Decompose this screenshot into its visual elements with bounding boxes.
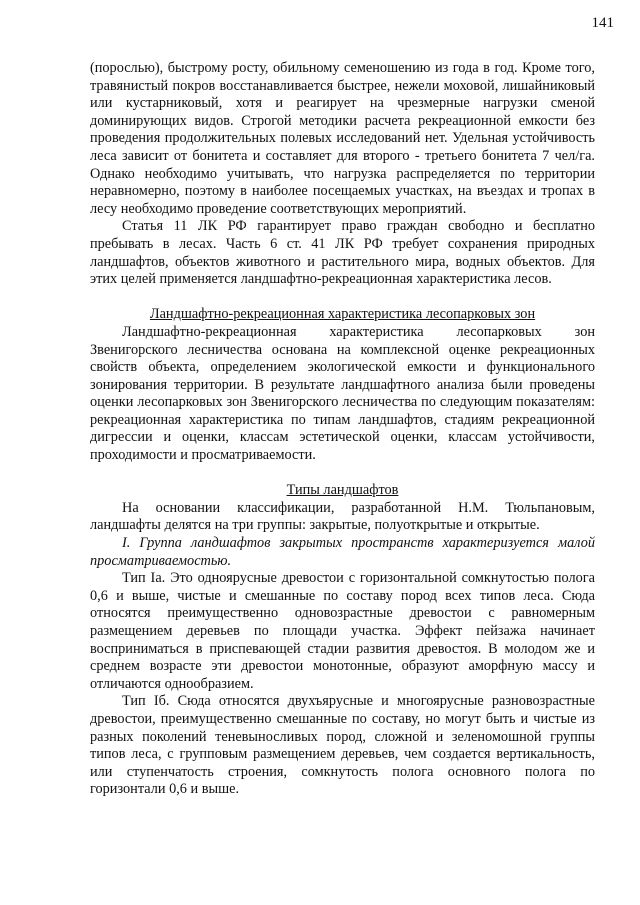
paragraph-type-ia: Тип Iа. Это одноярусные древостои с горизонтальной сомкнутостью полога 0,6 и выше, чистые и смешанные по составу пород всех типов леса. Сюда относятся преимущественно одновозрастные древостои с равномерным размещением деревьев по площади участка. Эффект пейзажа начинает восприниматься в приспевающей стадии развития древостоя. В молодом же и среднем возрасте эти древостои монотонные, образуют аморфную массу и отличаются однообразием. — [90, 570, 595, 692]
page-body — [90, 60, 595, 799]
section-heading-landscape-types: Типы ландшафтов — [286, 482, 399, 499]
section-heading-landscape-recreation: Ландшафтно-рекреационная характеристика лесопарковых зон — [149, 306, 536, 323]
spacer — [90, 465, 595, 483]
spacer — [90, 289, 595, 307]
paragraph-type-ib: Тип Iб. Сюда относятся двухъярусные и многоярусные разновозрастные древостои, преимущественно смешанные по составу, но могут быть и чистые из разных поколений теневыносливых пород, сложной и зеленомошной группы типов леса, с групповым размещением деревьев, чем создается вертикальность, или ступенчатость строения, сомкнутость полога основного полога по горизонтали 0,6 и выше. — [90, 693, 595, 798]
paragraph-classification: На основании классификации, разработанной Н.М. Тюльпановым, ландшафты делятся на три группы: закрытые, полуоткрытые и открытые. — [90, 499, 595, 534]
paragraph-group-one: I. Группа ландшафтов закрытых пространств характеризуется малой просматриваемостью. — [90, 535, 595, 569]
paragraph-forest-code: Статья 11 ЛК РФ гарантирует право граждан свободно и бесплатно пребывать в лесах. Часть 6 ст. 41 ЛК РФ требует сохранения природных ландшафтов, объектов животного и растительного мира, водных объектов. Для этих целей применяется ландшафтно-рекреационная характеристика лесов. — [90, 218, 595, 288]
paragraph-landscape-recreation: Ландшафтно-рекреационная характеристика лесопарковых зон Звенигорского лесничества основана на комплексной оценке рекреационных свойств объекта, определением экологической емкости и функционального зонирования территории. В результате ландшафтного анализа были проведены оценки лесопарковых зон Звенигорского лесничества по следующим показателям: рекреационная характеристика по типам ландшафтов, стадиям рекреационной дигрессии и оценки, классам эстетической оценки, классам устойчивости, проходимости и просматриваемости. — [90, 323, 595, 464]
page-number: 141 — [591, 15, 614, 31]
paragraph-continuation: (порослью), быстрому росту, обильному семеношению из года в год. Кроме того, травянистый покров восстанавливается быстрее, нежели моховой, лишайниковый или кустарниковый, хотя и реагирует на чрезмерные нагрузки сменой доминирующих видов. Строгой методики расчета рекреационной емкости без проведения продолжительных полевых исследований нет. Удельная устойчивость леса зависит от бонитета и составляет для второго - третьего бонитета 7 чел/га. Однако необходимо учитывать, что нагрузка распределяется по территории неравномерно, поэтому в наиболее посещаемых участках, на въездах и тропах в лесу необходимо проведение соответствующих мероприятий. — [90, 60, 595, 217]
